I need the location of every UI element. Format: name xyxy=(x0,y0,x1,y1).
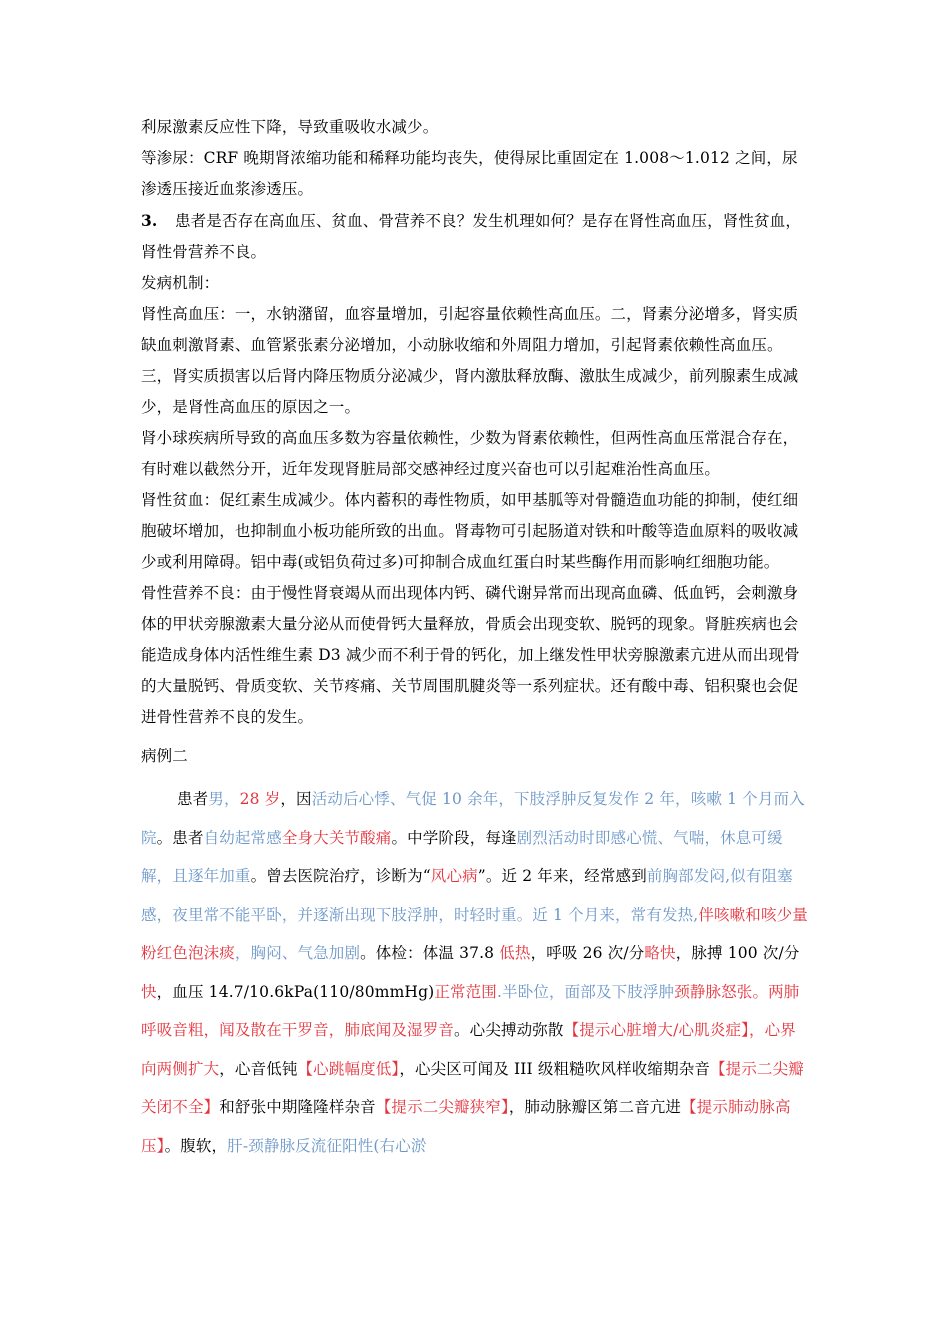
paragraph xyxy=(141,423,811,485)
highlight-blue: ， xyxy=(223,790,240,808)
highlight-red: 快 xyxy=(141,982,157,1001)
paragraph xyxy=(141,143,811,205)
paragraph xyxy=(141,361,811,423)
highlight-red: 风心病 xyxy=(430,867,478,885)
text-run: 病例二 xyxy=(141,747,188,765)
text-run: ，肺动脉瓣区第二音亢进 xyxy=(508,1098,682,1116)
highlight-red: 伴咳嗽和咳少量粉红色泡沫痰 xyxy=(141,905,808,962)
text-run: 等渗尿：CRF 晚期肾浓缩功能和稀释功能均丧失，使得尿比重固定在 1.008～1.012 之间，尿渗透压接近血浆渗透压。 xyxy=(141,149,798,198)
text-run: ，脉搏 100 次/分 xyxy=(675,944,800,962)
document-body xyxy=(141,112,811,1165)
paragraph xyxy=(141,485,811,578)
highlight-red: 【提示肺动脉高压】 xyxy=(141,1098,791,1155)
paragraph xyxy=(141,741,811,772)
highlight-blue: 剧烈活动时即感心慌、气喘，休息可缓解，且逐年加重 xyxy=(141,828,783,885)
text-run: 骨性营养不良：由于慢性肾衰竭从而出现体内钙、磷代谢异常而出现高血磷、低血钙，会刺激身体的甲状旁腺激素大量分泌从而使骨钙大量释放，骨质会出现变软、脱钙的现象。肾脏疾病也会能造成身体内活性维生素 D3 减少而不利于骨的钙化，加上继发性甲状旁腺激素亢进从而出现骨的大量脱钙、骨质变软、关节疼痛、关节周围肌腱炎等一系列症状。还有酸中毒、铝积聚也会促进骨性营养不良的发生。 xyxy=(141,584,800,726)
paragraph xyxy=(141,112,811,143)
paragraph xyxy=(141,268,811,299)
text-run: ，血压 14.7/10.6kPa(110/80mmHg) xyxy=(156,982,435,1001)
text-run: 。曾去医院治疗，诊断为“ xyxy=(250,867,431,885)
text-run: 。心尖搏动弥散 xyxy=(454,1021,564,1039)
paragraph xyxy=(141,780,811,1165)
highlight-red: 略快 xyxy=(644,944,676,962)
highlight-red: 颈静脉怒张。两肺呼吸音粗，闻及散在干罗音，肺底闻及湿罗音 xyxy=(141,982,800,1039)
text-run: 肾性高血压：一，水钠潴留，血容量增加，引起容量依赖性高血压。二，肾素分泌增多，肾实质缺血刺激肾素、血管紧张素分泌增加，小动脉收缩和外周阻力增加，引起肾素依赖性高血压。 xyxy=(141,305,799,354)
highlight-red: 低热 xyxy=(499,944,531,962)
text-run: 三，肾实质损害以后肾内降压物质分泌减少，肾内激肽释放酶、激肽生成减少，前列腺素生成减少，是肾性高血压的原因之一。 xyxy=(141,367,799,416)
highlight-red: 【心跳幅度低】 xyxy=(297,1059,400,1078)
paragraph-number: 3. xyxy=(141,211,158,230)
text-run: ，因 xyxy=(280,790,312,808)
text-run: ，呼吸 26 次/分 xyxy=(530,944,645,962)
text-run: 患者 xyxy=(177,790,209,808)
highlight-red: 【提示二尖瓣关闭不全】 xyxy=(141,1059,804,1116)
highlight-red: 28 岁 xyxy=(239,790,281,808)
highlight-blue: 自幼起常感 xyxy=(203,828,282,847)
text-run: 肾性贫血：促红素生成减少。体内蓄积的毒性物质，如甲基胍等对骨髓造血功能的抑制，使红细胞破坏增加，也抑制血小板功能所致的出血。肾毒物可引起肠道对铁和叶酸等造血原料的吸收减少或利用障碍。铝中毒(或铝负荷过多)可抑制合成血红蛋白时某些酶作用而影响红细胞功能。 xyxy=(141,491,799,571)
highlight-blue: 前胸部发闷,似有阻塞感，夜里常不能平卧，并逐渐出现下肢浮肿，时轻时重。近 1 个月来，常有发热, xyxy=(141,867,793,924)
highlight-red: 正常范围 xyxy=(434,982,497,1001)
text-run: 患者是否存在高血压、贫血、骨营养不良？发生机理如何？是存在肾性高血压，肾性贫血，肾性骨营养不良。 xyxy=(141,212,802,261)
text-run: ”。近 2 年来，经常感到 xyxy=(477,867,647,885)
text-run: ，心尖区可闻及 III 级粗糙吹风样收缩期杂音 xyxy=(399,1059,711,1078)
text-run: 利尿激素反应性下降，导致重吸收水减少。 xyxy=(141,118,439,136)
text-run: 和舒张中期隆隆样杂音 xyxy=(219,1098,376,1116)
text-run: 。患者 xyxy=(156,828,204,847)
text-run: 发病机制： xyxy=(141,274,220,292)
highlight-blue: 肝-颈静脉反流征阳性(右心淤 xyxy=(227,1136,427,1155)
paragraph xyxy=(141,299,811,361)
highlight-red: 全身大关节酸痛 xyxy=(281,828,392,847)
highlight-blue: 男 xyxy=(208,790,224,808)
paragraph xyxy=(141,205,811,268)
text-run: 。体检：体温 37.8 xyxy=(360,944,500,962)
text-run: 。腹软， xyxy=(164,1136,228,1155)
text-run: ，心音低钝 xyxy=(219,1059,298,1078)
paragraph xyxy=(141,578,811,733)
highlight-blue: 活动后心悸、气促 10 余年，下肢浮肿反复发作 2 年，咳嗽 1 个月而入院 xyxy=(141,790,805,847)
highlight-red: 【提示心脏增大/心肌炎症】，心界向两侧扩大 xyxy=(141,1021,796,1078)
highlight-blue: ，胸闷、气急加剧 xyxy=(234,944,361,962)
highlight-blue: .半卧位，面部及下肢浮肿 xyxy=(496,982,675,1001)
text-run: 肾小球疾病所导致的高血压多数为容量依赖性，少数为肾素依赖性，但两性高血压常混合存在，有时难以截然分开，近年发现肾脏局部交感神经过度兴奋也可以引起难治性高血压。 xyxy=(141,429,799,478)
text-run: 。中学阶段，每逢 xyxy=(391,828,517,847)
highlight-red: 【提示二尖瓣狭窄】 xyxy=(375,1098,509,1116)
